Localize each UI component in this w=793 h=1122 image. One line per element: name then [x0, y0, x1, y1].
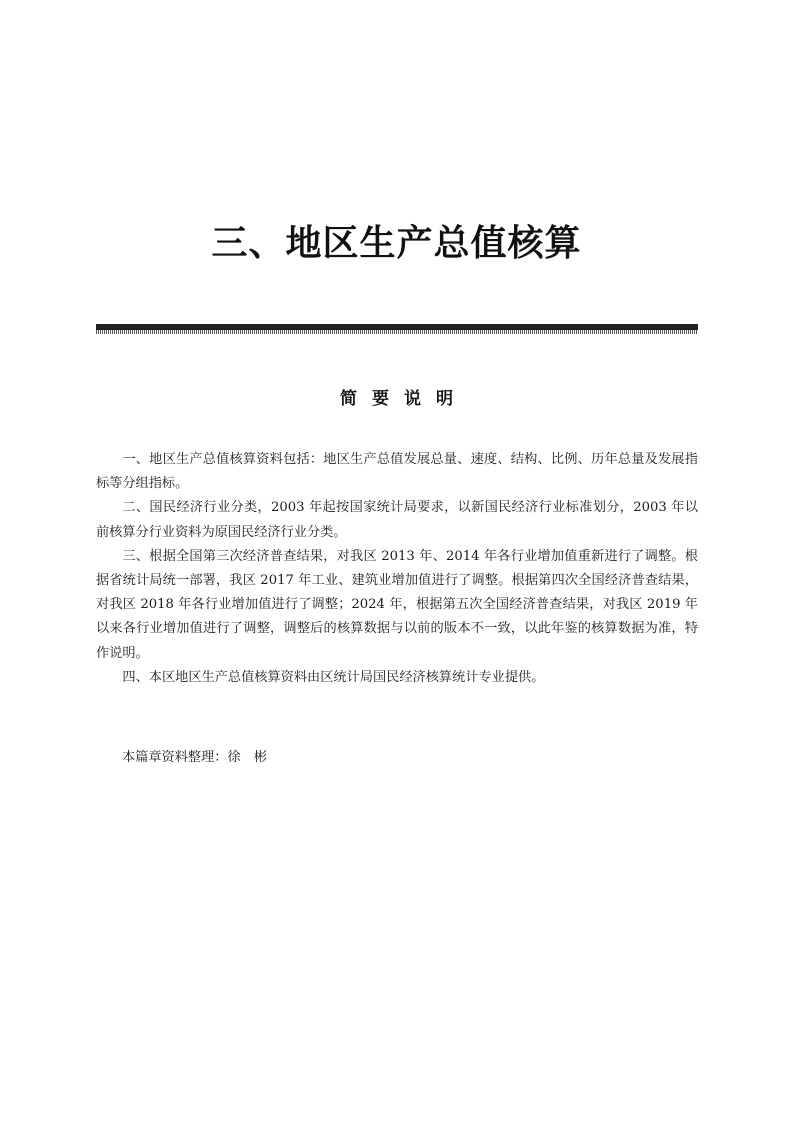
paragraph-3: 三、根据全国第三次经济普查结果，对我区 2013 年、2014 年各行业增加值重新进行了调整。根据省统计局统一部署，我区 2017 年工业、建筑业增加值进行了调整。根据第四次全国经济普查结果，对我区 2018 年各行业增加值进行了调整；2024 年，根据第五次全国经济普查结果，对我区 2019 年以来各行业增加值进行了调整，调整后的核算数据与以前的版本不一致，以此年鉴的核算数据为准，特作说明。 — [96, 548, 698, 661]
compiler-credit: 本篇章资料整理：徐 彬 — [122, 750, 268, 765]
body-text — [96, 448, 698, 690]
chapter-title: 三、地区生产总值核算 — [211, 223, 582, 264]
paragraph-2: 二、国民经济行业分类，2003 年起按国家统计局要求，以新国民经济行业标准划分，2003 年以前核算分行业资料为原国民经济行业分类。 — [96, 500, 698, 540]
paragraph-1: 一、地区生产总值核算资料包括：地区生产总值发展总量、速度、结构、比例、历年总量及发展指标等分组指标。 — [96, 452, 698, 492]
section-heading: 简要说明 — [340, 389, 468, 409]
paragraph-4: 四、本区地区生产总值核算资料由区统计局国民经济核算统计专业提供。 — [122, 669, 545, 685]
divider-hatched-rule — [96, 330, 698, 334]
